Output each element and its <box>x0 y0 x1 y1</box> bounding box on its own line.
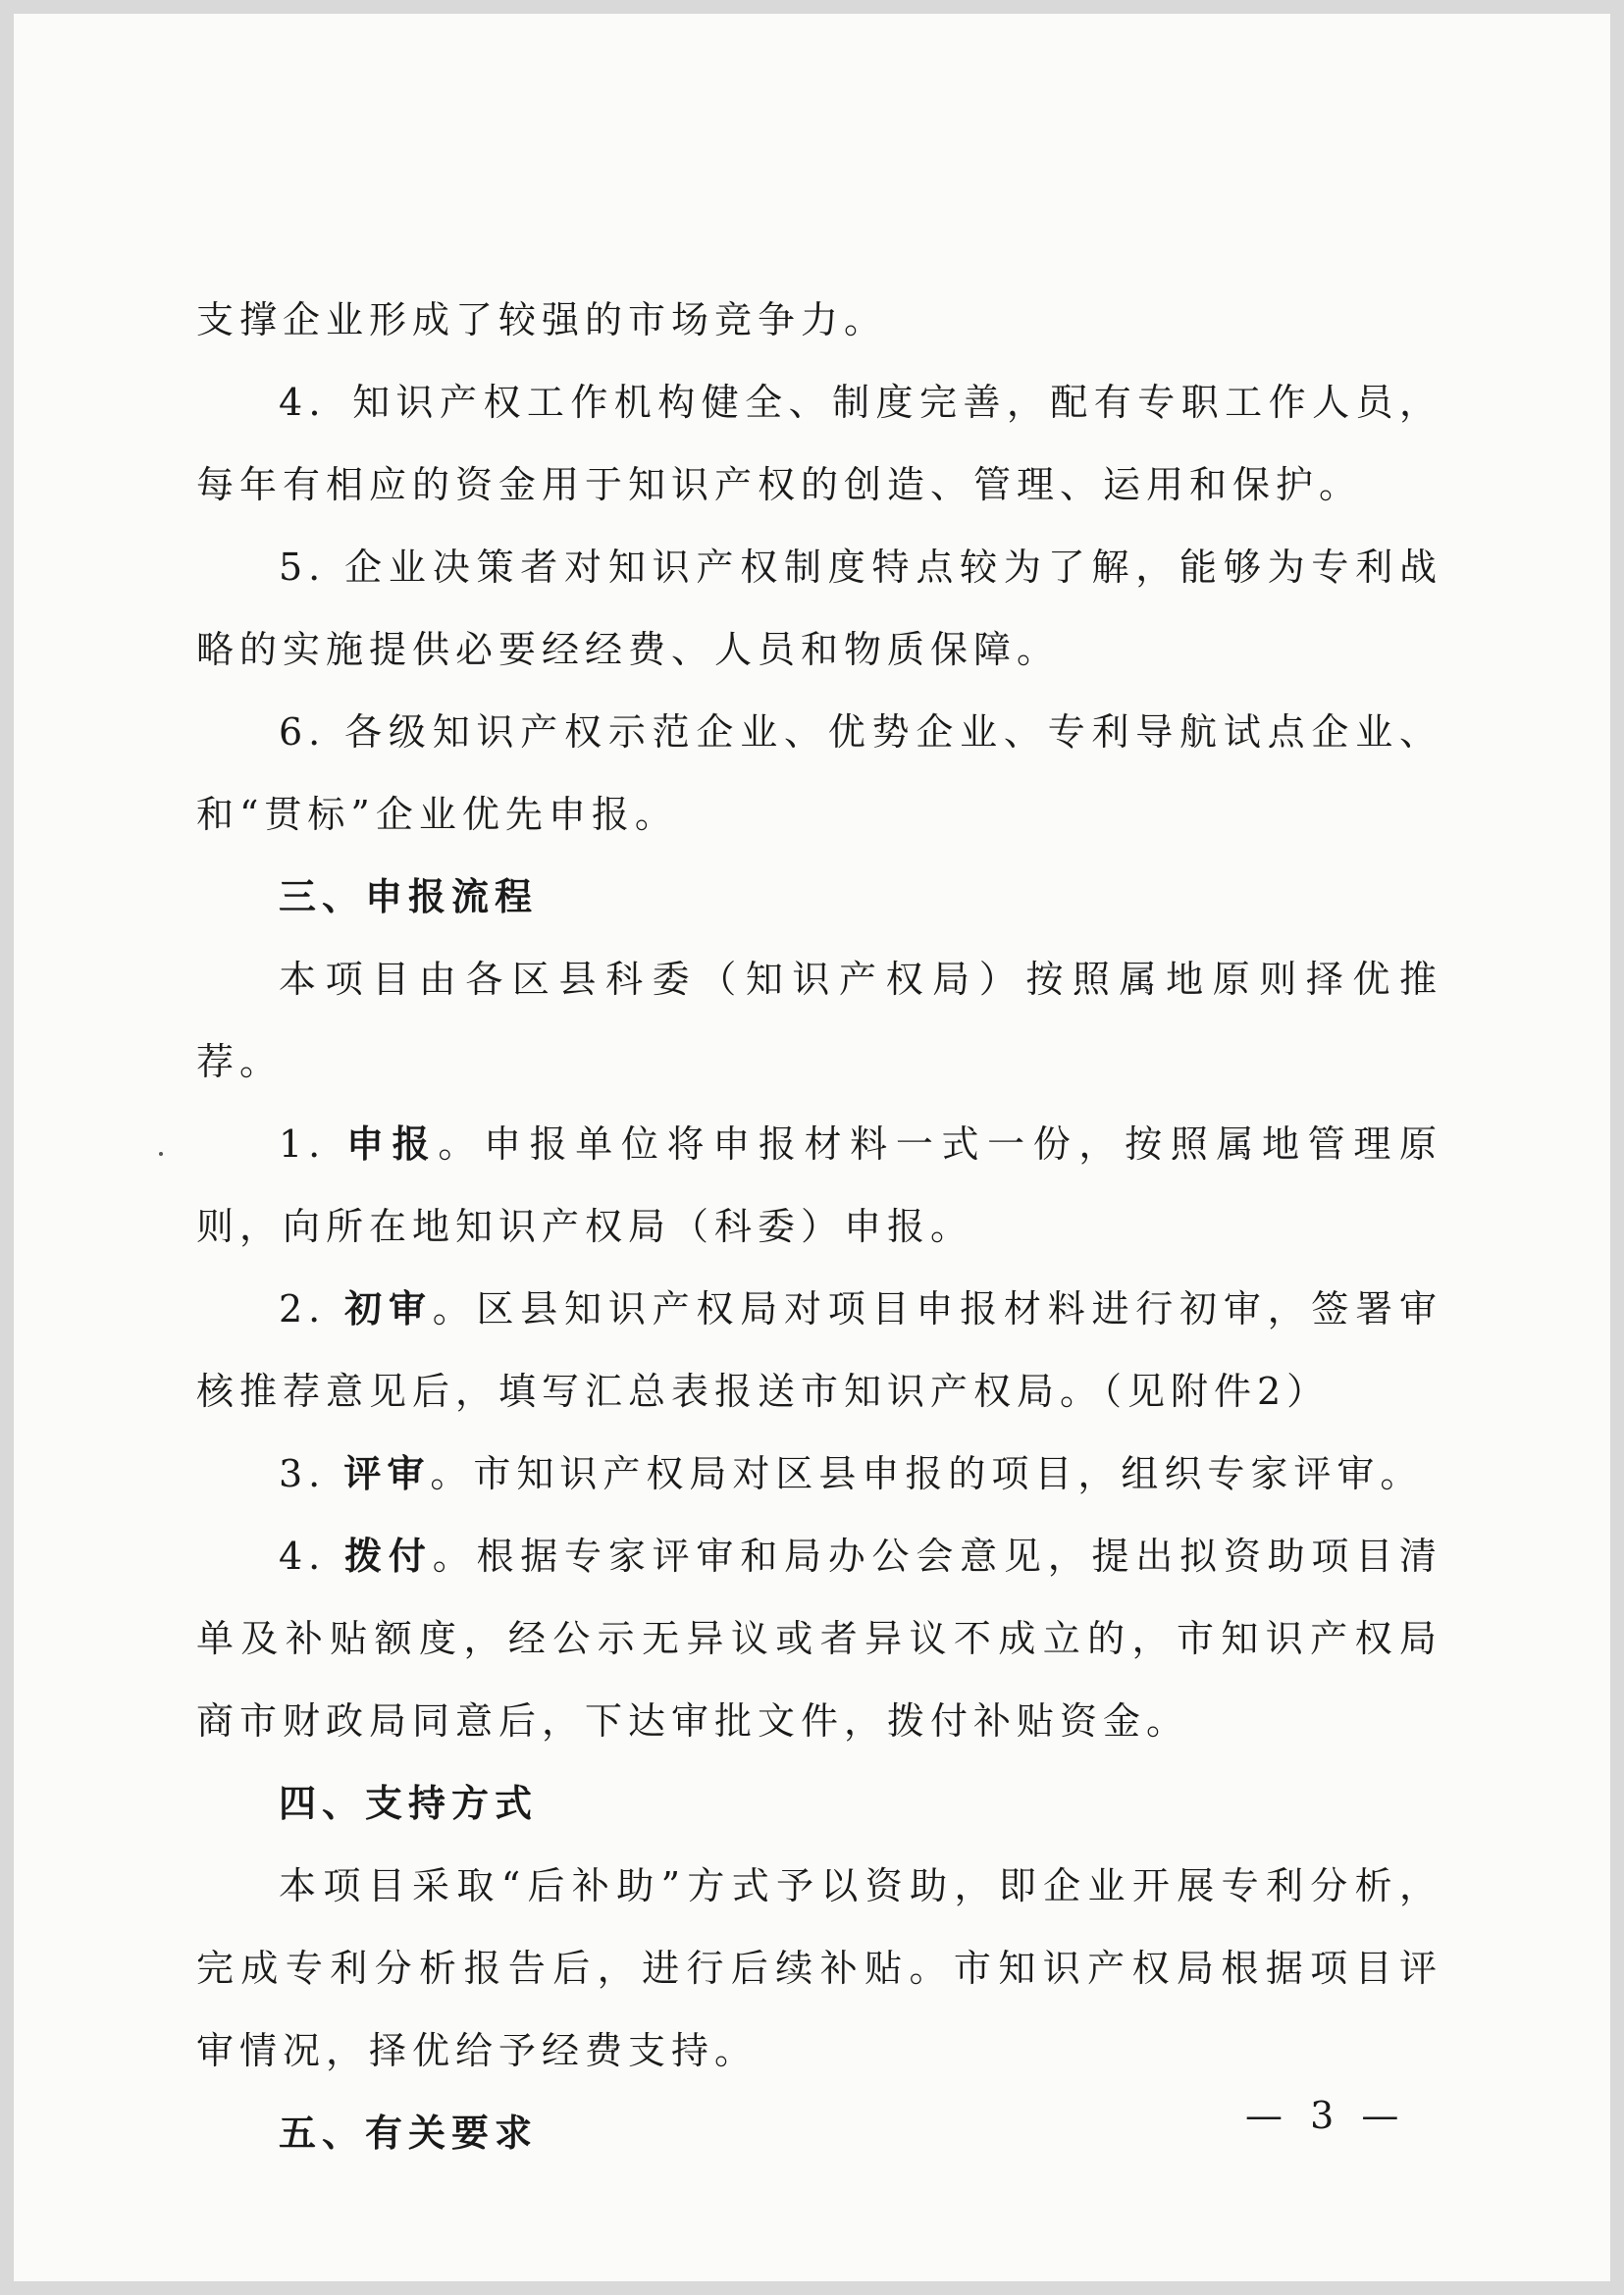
step-term: 拨付 <box>344 1535 433 1578</box>
step-allocation <box>196 1515 1442 1762</box>
step-text: 。市知识产权局对区县申报的项目，组织专家评审。 <box>430 1452 1424 1495</box>
section-heading-requirements: 五、有关要求 <box>279 2112 539 2155</box>
paragraph-item-4: 4．知识产权工作机构健全、制度完善，配有专职工作人员，每年有相应的资金用于知识产权的创造、管理、运用和保护。 <box>196 381 1442 506</box>
document-body <box>196 279 1442 2174</box>
step-application <box>196 1103 1442 1268</box>
section-heading-support-method: 四、支持方式 <box>279 1782 539 1825</box>
step-number: 4. <box>279 1535 345 1578</box>
paragraph-continuation: 支撑企业形成了较强的市场竞争力。 <box>196 298 888 341</box>
section-support-text: 本项目采取“后补助”方式予以资助，即企业开展专利分析，完成专利分析报告后，进行后续补贴。市知识产权局根据项目评审情况，择优给予经费支持。 <box>196 1864 1442 2072</box>
step-term: 申报 <box>346 1122 439 1166</box>
paragraph-item-5: 5. 企业决策者对知识产权制度特点较为了解，能够为专利战略的实施提供必要经经费、人员和物质保障。 <box>196 546 1442 671</box>
step-text: 。根据专家评审和局办公会意见，提出拟资助项目清单及补贴额度，经公示无异议或者异议不成立的，市知识产权局商市财政局同意后，下达审批文件，拨付补贴资金。 <box>196 1535 1442 1743</box>
step-text: 。区县知识产权局对项目申报材料进行初审，签署审核推荐意见后，填写汇总表报送市知识产权局。（见附件2） <box>196 1287 1442 1413</box>
step-number: 1. <box>279 1122 346 1166</box>
step-number: 3. <box>279 1452 344 1495</box>
document-page <box>14 14 1610 2281</box>
step-preliminary-review <box>196 1268 1442 1433</box>
section-intro: 本项目由各区县科委（知识产权局）按照属地原则择优推荐。 <box>196 958 1442 1083</box>
page-number: — 3 — <box>1245 2094 1407 2137</box>
paragraph-item-6: 6. 各级知识产权示范企业、优势企业、专利导航试点企业、和“贯标”企业优先申报。 <box>196 710 1442 836</box>
step-text: 。申报单位将申报材料一式一份，按照属地管理原则，向所在地知识产权局（科委）申报。 <box>196 1122 1442 1248</box>
step-number: 2. <box>279 1287 345 1330</box>
step-term: 初审 <box>344 1287 433 1330</box>
step-term: 评审 <box>343 1452 431 1495</box>
step-evaluation <box>196 1433 1442 1515</box>
section-heading-application-process: 三、申报流程 <box>279 875 539 918</box>
scan-speck <box>159 1152 163 1156</box>
